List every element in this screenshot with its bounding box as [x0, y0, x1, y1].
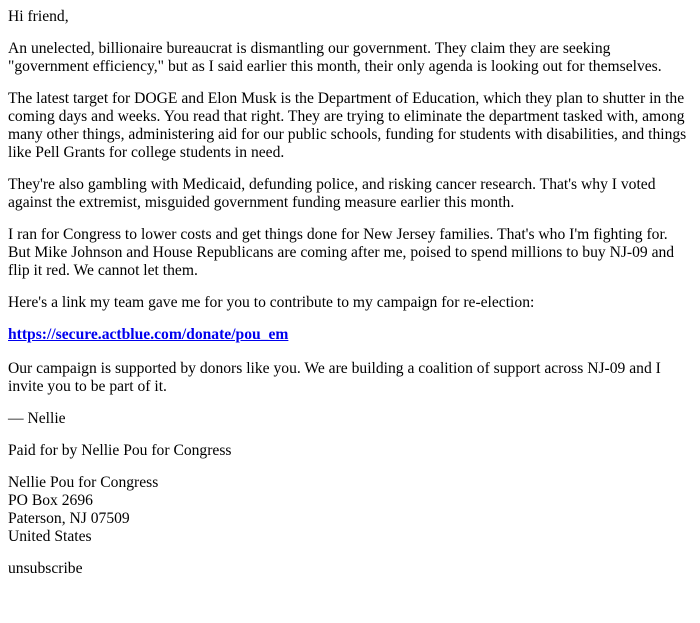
signature: — Nellie — [8, 410, 66, 427]
greeting: Hi friend, — [8, 8, 69, 25]
mailing-address — [8, 474, 692, 546]
address-city: Paterson, NJ 07509 — [8, 510, 130, 527]
paragraph-doge: The latest target for DOGE and Elon Musk is the Department of Education, which they plan to shutter in the coming days and weeks. You read that right. They are trying to eliminate the department tasked with, among many other things, administering aid for our public schools, funding for students with disabilities, and things like Pell Grants for college students in need. — [8, 90, 687, 161]
unsubscribe-link[interactable]: unsubscribe — [8, 560, 83, 577]
address-country: United States — [8, 528, 92, 545]
paid-for-disclaimer: Paid for by Nellie Pou for Congress — [8, 442, 232, 459]
address-org: Nellie Pou for Congress — [8, 474, 159, 491]
paragraph-medicaid: They're also gambling with Medicaid, defunding police, and risking cancer research. That's why I voted against the extremist, misguided government funding measure earlier this month. — [8, 176, 656, 211]
paragraph-congress: I ran for Congress to lower costs and get things done for New Jersey families. That's who I'm fighting for. But Mike Johnson and House Republicans are coming after me, poised to spend millions to buy NJ-09 and flip it red. We cannot let them. — [8, 226, 675, 279]
paragraph-link-intro: Here's a link my team gave me for you to contribute to my campaign for re-election: — [8, 294, 535, 311]
paragraph-closing: Our campaign is supported by donors like you. We are building a coalition of support across NJ-09 and I invite you to be part of it. — [8, 360, 661, 395]
donate-link-row — [8, 326, 692, 344]
paragraph-intro: An unelected, billionaire bureaucrat is dismantling our government. They claim they are seeking "government efficiency," but as I said earlier this month, their only agenda is looking out for themselves. — [8, 40, 662, 75]
donate-link[interactable]: https://secure.actblue.com/donate/pou_em — [8, 326, 289, 343]
address-po-box: PO Box 2696 — [8, 492, 93, 509]
